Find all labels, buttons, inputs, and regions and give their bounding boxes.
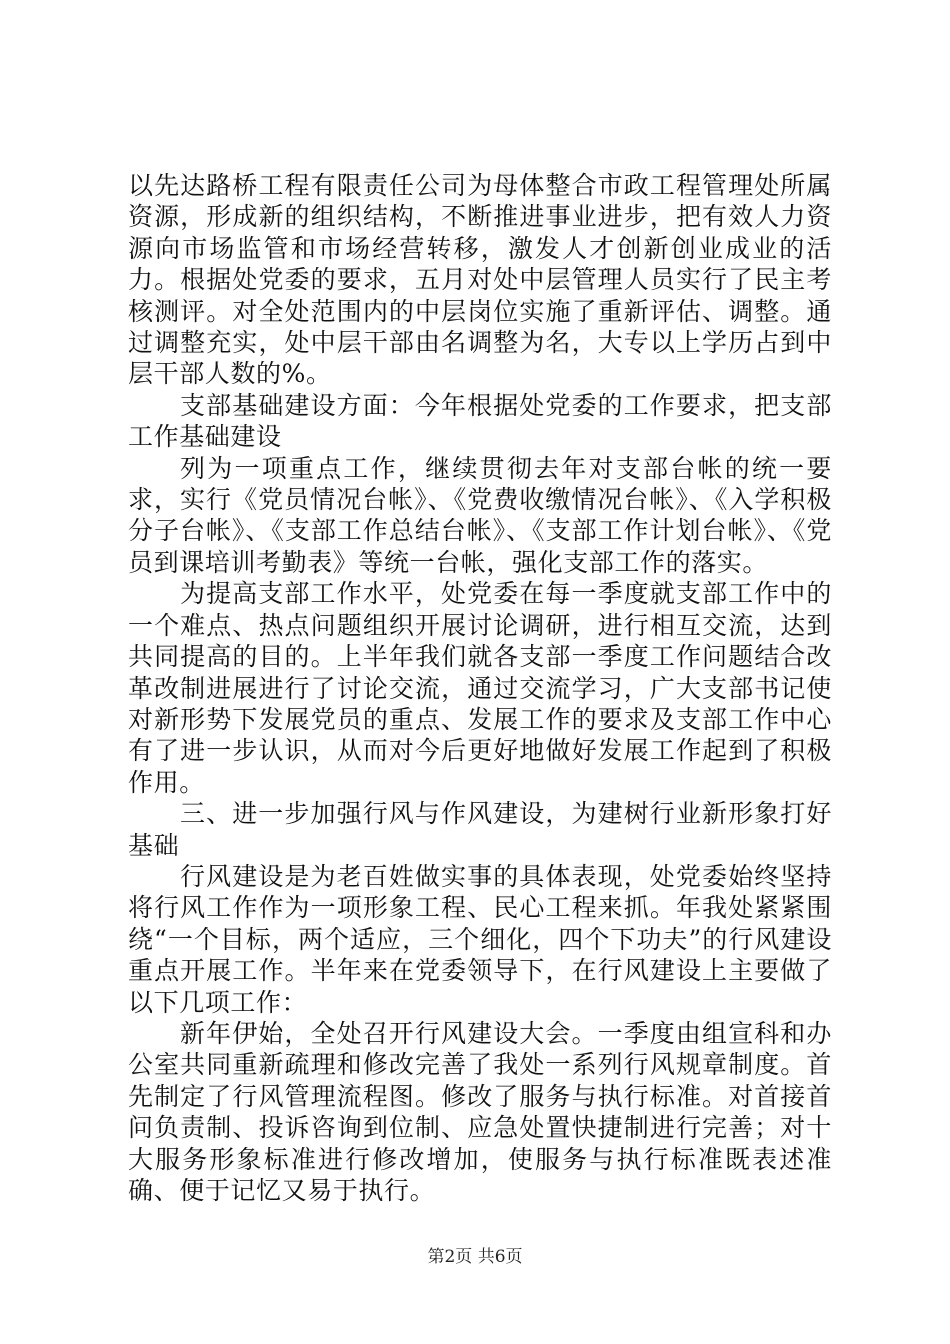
paragraph: 支部基础建设方面：今年根据处党委的工作要求，把支部工作基础建设 [128, 390, 832, 452]
page-number: 第2页 共6页 [427, 1247, 523, 1267]
paragraph: 行风建设是为老百姓做实事的具体表现，处党委始终坚持将行风工作作为一项形象工程、民心工程来抓。年我处紧紧围绕“一个目标，两个适应，三个细化，四个下功夫”的行风建设重点开展工作。半年来在党委领导下，在行风建设上主要做了以下几项工作： [128, 861, 832, 1017]
paragraph: 新年伊始，全处召开行风建设大会。一季度由组宣科和办公室共同重新疏理和修改完善了我处一系列行风规章制度。首先制定了行风管理流程图。修改了服务与执行标准。对首接首问负责制、投诉咨询到位制、应急处置快捷制进行完善；对十大服务形象标准进行修改增加，使服务与执行标准既表述准确、便于记忆又易于执行。 [128, 1018, 832, 1205]
body-text [128, 170, 832, 1206]
paragraph: 以先达路桥工程有限责任公司为母体整合市政工程管理处所属资源，形成新的组织结构，不断推进事业进步，把有效人力资源向市场监管和市场经营转移，激发人才创新创业成业的活力。根据处党委的要求，五月对处中层管理人员实行了民主考核测评。对全处范围内的中层岗位实施了重新评估、调整。通过调整充实，处中层干部由名调整为名，大专以上学历占到中层干部人数的%。 [128, 171, 832, 389]
paragraph: 列为一项重点工作，继续贯彻去年对支部台帐的统一要求，实行《党员情况台帐》、《党费收缴情况台帐》、《入学积极分子台帐》、《支部工作总结台帐》、《支部工作计划台帐》、《党员到课培训考勤表》等统一台帐，强化支部工作的落实。 [128, 453, 832, 577]
section-heading: 三、进一步加强行风与作风建设，为建树行业新形象打好基础 [128, 799, 832, 860]
paragraph: 为提高支部工作水平，处党委在每一季度就支部工作中的一个难点、热点问题组织开展讨论调研，进行相互交流，达到共同提高的目的。上半年我们就各支部一季度工作问题结合改革改制进展进行了讨论交流，通过交流学习，广大支部书记使对新形势下发展党员的重点、发展工作的要求及支部工作中心有了进一步认识，从而对今后更好地做好发展工作起到了积极作用。 [128, 579, 832, 797]
